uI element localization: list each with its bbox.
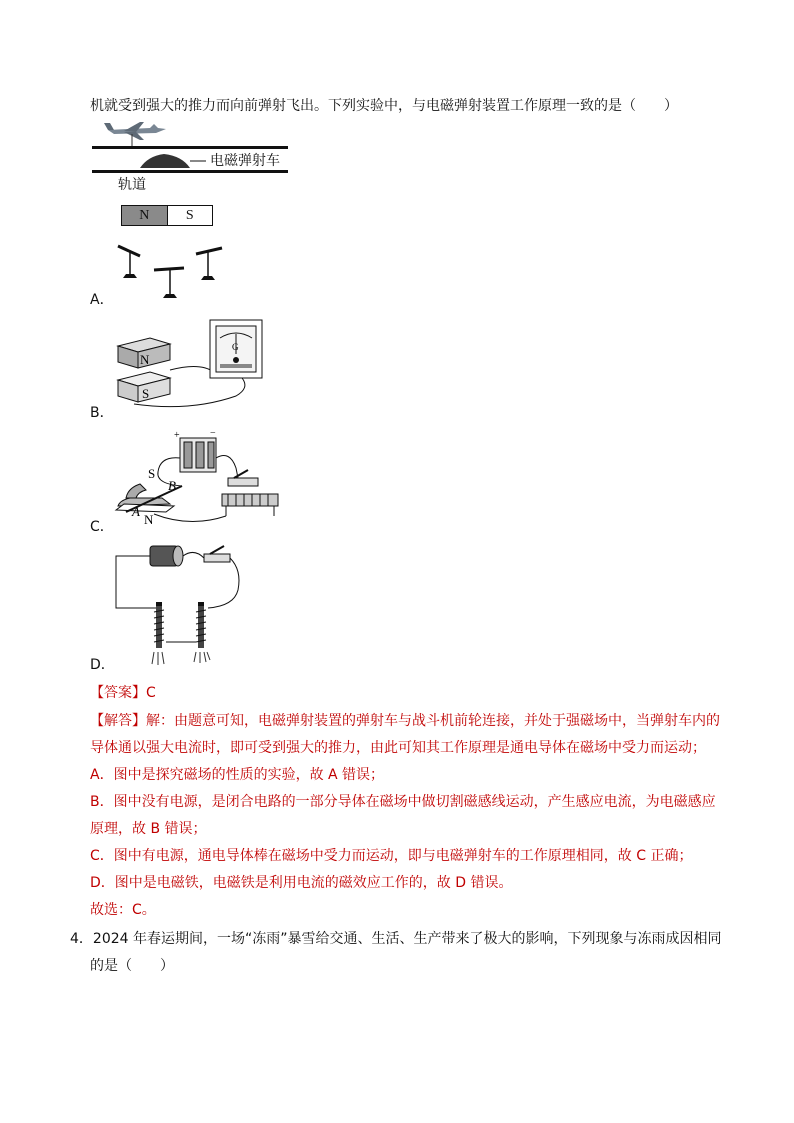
magnet-s-pole: S xyxy=(167,206,213,225)
analysis-line-4: B．图中没有电源，是闭合电路的一部分导体在磁场中做切割磁感线运动，产生感应电流，为电磁感应 xyxy=(90,794,716,810)
compass-needle-1 xyxy=(118,246,140,278)
compass-needle-2 xyxy=(154,268,184,298)
compass-needles-figure xyxy=(110,238,230,304)
question-stem: 机就受到强大的推力而向前弹射飞出。下列实验中，与电磁弹射装置工作原理一致的是（ ） xyxy=(90,98,678,114)
pole-s-label: S xyxy=(148,466,156,481)
switch-icon xyxy=(204,546,230,562)
upper-rail xyxy=(92,146,288,149)
rod-b-label: B xyxy=(168,478,176,493)
q4-number: 4． xyxy=(70,931,93,947)
option-a-letter: A． xyxy=(90,292,114,308)
coil-2 xyxy=(194,602,210,663)
magnet-n-pole: N xyxy=(122,206,167,225)
analysis-line-3: A．图中是探究磁场的性质的实验，故 A 错误； xyxy=(90,767,385,783)
q4-line-1: 4．2024 年春运期间，一场“冻雨”暴雪给交通、生活、生产带来了极大的影响，下列现象与冻雨成因相同 xyxy=(70,931,722,947)
answer-label: 【答案】 xyxy=(90,685,146,701)
analysis-line-8: 故选：C。 xyxy=(90,902,156,918)
bar-magnet xyxy=(121,205,213,226)
plane-icon xyxy=(104,122,166,148)
battery-plus: + xyxy=(174,430,180,441)
coil-1 xyxy=(152,602,164,665)
pole-n-label: N xyxy=(140,352,150,367)
option-d-letter: D． xyxy=(90,657,115,673)
compass-needle-3 xyxy=(196,248,222,280)
analysis-line-1: 【解答】解：由题意可知，电磁弹射装置的弹射车与战斗机前轮连接，并处于强磁场中，当弹射车内的 xyxy=(90,713,720,729)
analysis-label: 【解答】 xyxy=(90,713,146,729)
track-label: 轨道 xyxy=(118,177,146,193)
analysis-line-2: 导体通以强大电流时，即可受到强大的推力，由此可知其工作原理是通电导体在磁场中受力而运动； xyxy=(90,740,706,756)
meter-g-label: G xyxy=(232,342,239,352)
car-label: 电磁弹射车 xyxy=(210,153,280,169)
answer-value: C xyxy=(146,685,156,701)
electromagnet-figure xyxy=(110,540,250,668)
rod-a-label: A xyxy=(132,504,140,519)
induction-figure xyxy=(110,316,270,408)
option-c-letter: C． xyxy=(90,519,114,535)
switch-icon xyxy=(228,470,258,486)
analysis-line-5: 原理，故 B 错误； xyxy=(90,821,207,837)
q4-line-2: 的是（ ） xyxy=(90,958,174,974)
battery-icon xyxy=(180,438,216,472)
rheostat-icon xyxy=(222,494,278,516)
catapult-car xyxy=(140,154,190,168)
option-b-letter: B． xyxy=(90,405,114,421)
analysis-line-7: D．图中是电磁铁，电磁铁是利用电流的磁效应工作的，故 D 错误。 xyxy=(90,875,513,891)
battery-icon xyxy=(150,546,183,566)
pole-n-label: N xyxy=(144,512,154,527)
answer-line xyxy=(90,683,156,703)
analysis-line-6: C．图中有电源，通电导体棒在磁场中受力而运动，即与电磁弹射车的工作原理相同，故 C 正确； xyxy=(90,848,693,864)
battery-minus: − xyxy=(210,428,216,439)
pole-s-label: S xyxy=(142,386,150,401)
motor-principle-figure xyxy=(110,428,290,528)
